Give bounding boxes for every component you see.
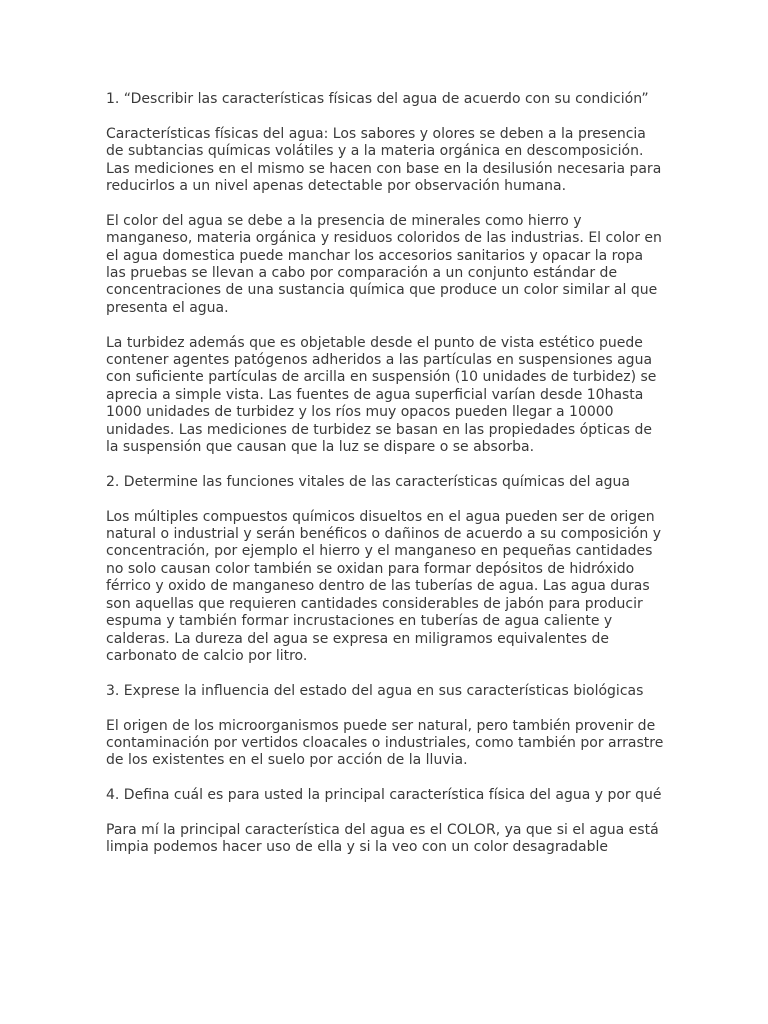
question-1-heading: 1. “Describir las características físicas del agua de acuerdo con su condición” — [106, 91, 649, 107]
question-4-heading: 4. Defina cuál es para usted la principal característica física del agua y por qué — [106, 787, 662, 804]
answer-1-color: El color del agua se debe a la presencia de minerales como hierro y manganeso, materia orgánica y residuos coloridos de las industrias. El color en el agua domestica puede manchar los accesorios sanitarios y opacar la ropa las pruebas se llevan a cabo por comparación a un conjunto estándar de concentraciones de una sustancia química que produce un color similar al que presenta el agua. — [106, 212, 662, 316]
answer-2-chemicals: Los múltiples compuestos químicos disueltos en el agua pueden ser de origen natural o industrial y serán benéficos o dañinos de acuerdo a su composición y concentración, por ejemplo el hierro y el manganeso en pequeñas cantidades no solo causan color también se oxidan para formar depósitos de hidróxido férrico y oxido de manganeso dentro de las tuberías de agua. Las agua duras son aquellas que requieren cantidades considerables de jabón para producir espuma y también formar incrustaciones en tuberías de agua caliente y calderas. La dureza del agua se expresa en miligramos equivalentes de carbonato de calcio por litro. — [106, 508, 661, 664]
answer-1-flavors-odors: Características físicas del agua: Los sabores y olores se deben a la presencia de subtancias químicas volátiles y a la materia orgánica en descomposición. Las mediciones en el mismo se hacen con base en la desilusión necesaria para reducirlos a un nivel apenas detectable por observación humana. — [106, 125, 662, 195]
question-2-heading: 2. Determine las funciones vitales de las características químicas del agua — [106, 473, 630, 490]
answer-4-color-opinion: Para mí la principal característica del agua es el COLOR, ya que si el agua está limpia podemos hacer uso de ella y si la veo con un color desagradable — [106, 821, 659, 856]
answer-1-turbidity: La turbidez además que es objetable desde el punto de vista estético puede contener agentes patógenos adheridos a las partículas en suspensiones agua con suficiente partículas de arcilla en suspensión (10 unidades de turbidez) se aprecia a simple vista. Las fuentes de agua superficial varían desde 10hasta 1000 unidades de turbidez y los ríos muy opacos pueden llegar a 10000 unidades. Las mediciones de turbidez se basan en las propiedades ópticas de la suspensión que causan que la luz se dispare o se absorba. — [106, 334, 657, 456]
question-3-heading: 3. Exprese la influencia del estado del agua en sus características biológicas — [106, 682, 644, 699]
document-page — [106, 91, 666, 874]
answer-3-microorganisms: El origen de los microorganismos puede ser natural, pero también provenir de contaminación por vertidos cloacales o industriales, como también por arrastre de los existentes en el suelo por acción de la lluvia. — [106, 717, 664, 769]
